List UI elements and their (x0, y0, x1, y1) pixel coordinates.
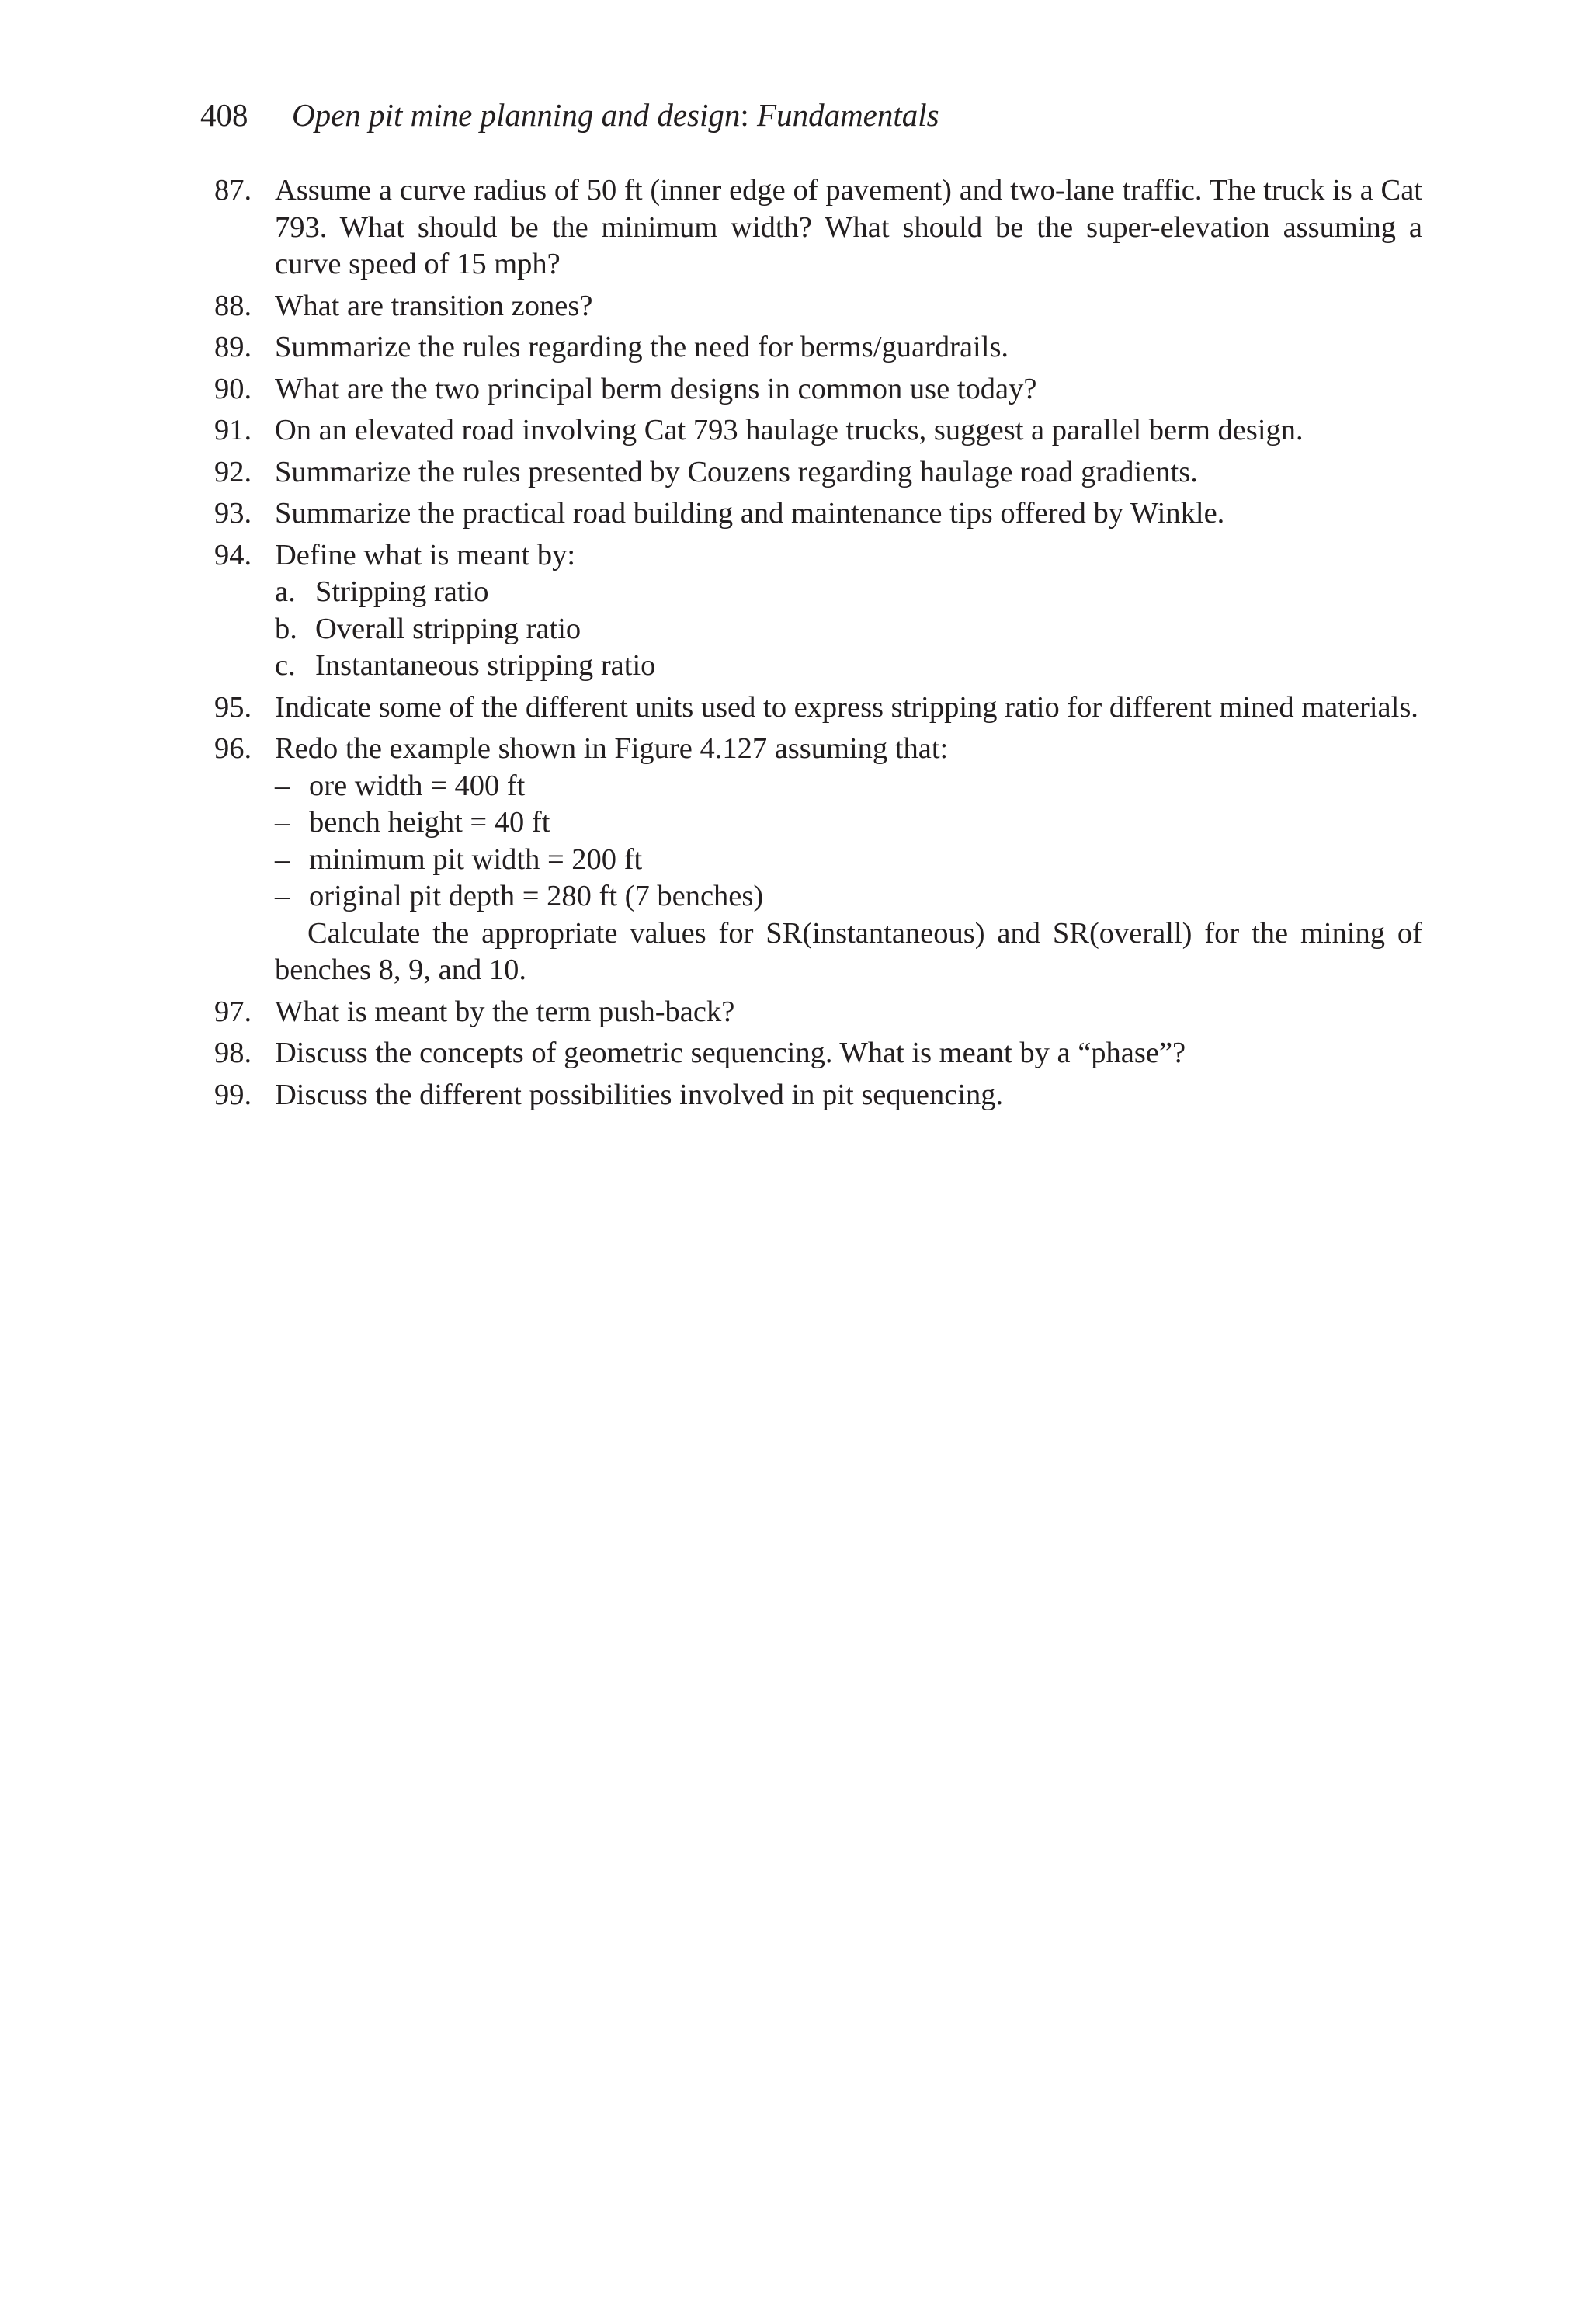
sub-item-text: Instantaneous stripping ratio (315, 649, 656, 682)
question-number: 92. (214, 455, 252, 488)
question-text: Summarize the rules presented by Couzens regarding haulage road gradients. (275, 455, 1198, 488)
question-number: 99. (214, 1078, 252, 1111)
question-94 (210, 537, 1422, 685)
question-text: Redo the example shown in Figure 4.127 assuming that: (275, 732, 949, 765)
question-number: 93. (214, 497, 252, 530)
dash-item-text: bench height = 40 ft (309, 806, 550, 839)
question-text: Indicate some of the different units used to express stripping ratio for different mined materials. (275, 690, 1418, 724)
sub-item-marker: c. (275, 649, 296, 682)
sub-item-marker: a. (275, 575, 296, 608)
question-93 (210, 495, 1422, 533)
question-text: What are transition zones? (275, 289, 593, 322)
question-text: What is meant by the term push-back? (275, 995, 735, 1028)
question-text: Discuss the concepts of geometric sequencing. What is meant by a “phase”? (275, 1037, 1186, 1069)
question-text: Define what is meant by: (275, 538, 576, 571)
question-number: 89. (214, 331, 252, 363)
dash-item-text: original pit depth = 280 ft (7 benches) (309, 880, 764, 912)
question-text: Assume a curve radius of 50 ft (inner edge of pavement) and two-lane traffic. The truck is a Cat 793. What should be the minimum width? What should be the super-elevation assuming a curve speed of 15 mph? (275, 174, 1422, 280)
running-head (200, 90, 939, 140)
question-92 (210, 454, 1422, 492)
sub-item (275, 611, 1422, 648)
question-number: 91. (214, 414, 252, 446)
question-99 (210, 1077, 1422, 1114)
question-97 (210, 994, 1422, 1031)
sub-item (275, 648, 1422, 685)
question-continuation: Calculate the appropriate values for SR(instantaneous) and SR(overall) for the mining of benches 8, 9, and 10. (275, 916, 1422, 986)
dash-item (275, 842, 1422, 879)
dash-item-text: ore width = 400 ft (309, 769, 526, 802)
question-list (210, 172, 1422, 1118)
title-separator: : (740, 97, 749, 133)
question-90 (210, 371, 1422, 408)
question-87 (210, 172, 1422, 283)
dash-item (275, 878, 1422, 915)
sub-item-text: Stripping ratio (315, 575, 489, 608)
page-number: 408 (200, 97, 248, 133)
question-number: 95. (214, 690, 252, 724)
question-number: 94. (214, 538, 252, 571)
question-88 (210, 288, 1422, 325)
dash-item (275, 768, 1422, 805)
dash-marker: – (275, 806, 290, 839)
question-number: 98. (214, 1037, 252, 1069)
question-number: 96. (214, 732, 252, 765)
dash-item (275, 804, 1422, 842)
question-95 (210, 690, 1422, 727)
dash-marker: – (275, 880, 290, 912)
question-91 (210, 412, 1422, 450)
dash-item-text: minimum pit width = 200 ft (309, 842, 643, 876)
question-text: On an elevated road involving Cat 793 haulage trucks, suggest a parallel berm design. (275, 414, 1304, 446)
question-number: 90. (214, 372, 252, 405)
question-number: 87. (214, 174, 252, 207)
question-number: 88. (214, 289, 252, 322)
question-89 (210, 329, 1422, 366)
question-text: Summarize the practical road building and maintenance tips offered by Winkle. (275, 497, 1225, 530)
book-subtitle: Fundamentals (757, 97, 939, 133)
dash-marker: – (275, 769, 290, 802)
question-text: Discuss the different possibilities involved in pit sequencing. (275, 1078, 1004, 1111)
sub-item (275, 574, 1422, 611)
question-number: 97. (214, 995, 252, 1028)
book-title: Open pit mine planning and design (292, 97, 741, 133)
question-text: Summarize the rules regarding the need for berms/guardrails. (275, 331, 1009, 363)
dash-marker: – (275, 842, 290, 876)
sub-item-marker: b. (275, 612, 297, 645)
question-text: What are the two principal berm designs in common use today? (275, 372, 1037, 405)
sub-item-text: Overall stripping ratio (315, 612, 581, 645)
question-98 (210, 1035, 1422, 1072)
question-96 (210, 731, 1422, 989)
